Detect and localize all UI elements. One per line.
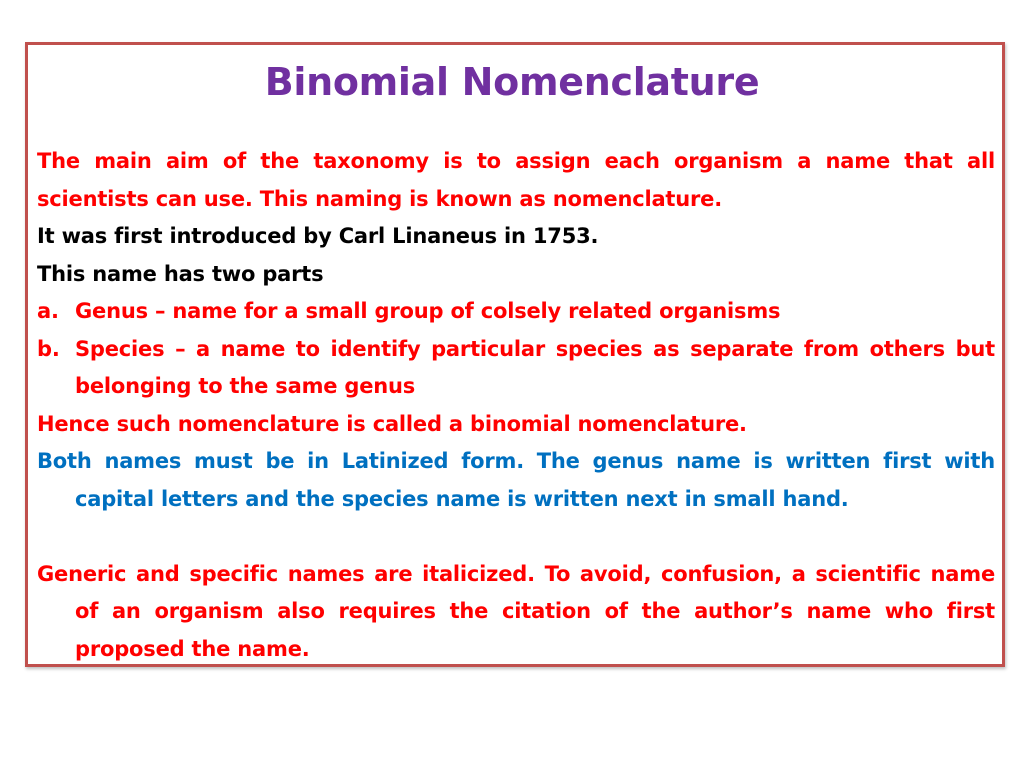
list-item-text: Species – a name to identify particular species as separate from others but belonging to the same genus [75,336,995,398]
list-marker: a. [37,299,59,323]
paragraph-introduced: It was first introduced by Carl Linaneus in 1753. [37,224,599,248]
list-item-text: Genus – name for a small group of colsely related organisms [75,299,781,323]
blank-line [37,518,995,556]
slide-body [37,143,995,668]
paragraph-hence: Hence such nomenclature is called a binomial nomenclature. [37,411,747,436]
paragraph-latinized: Both names must be in Latinized form. The genus name is written first with capital letters and the species name is written next in small hand. [37,449,995,511]
list-item-genus [37,293,995,331]
paragraph-two-parts: This name has two parts [37,261,324,286]
paragraph-aim: The main aim of the taxonomy is to assign each organism a name that all scientists can use. This naming is known as nomenclature. [37,149,995,211]
list-item-species [37,331,995,406]
list-marker: b. [37,336,60,361]
slide-title: Binomial Nomenclature [264,60,760,104]
paragraph-italicized: Generic and specific names are italicized. To avoid, confusion, a scientific name of an organism also requires the citation of the author’s name who first proposed the name. [37,561,995,661]
